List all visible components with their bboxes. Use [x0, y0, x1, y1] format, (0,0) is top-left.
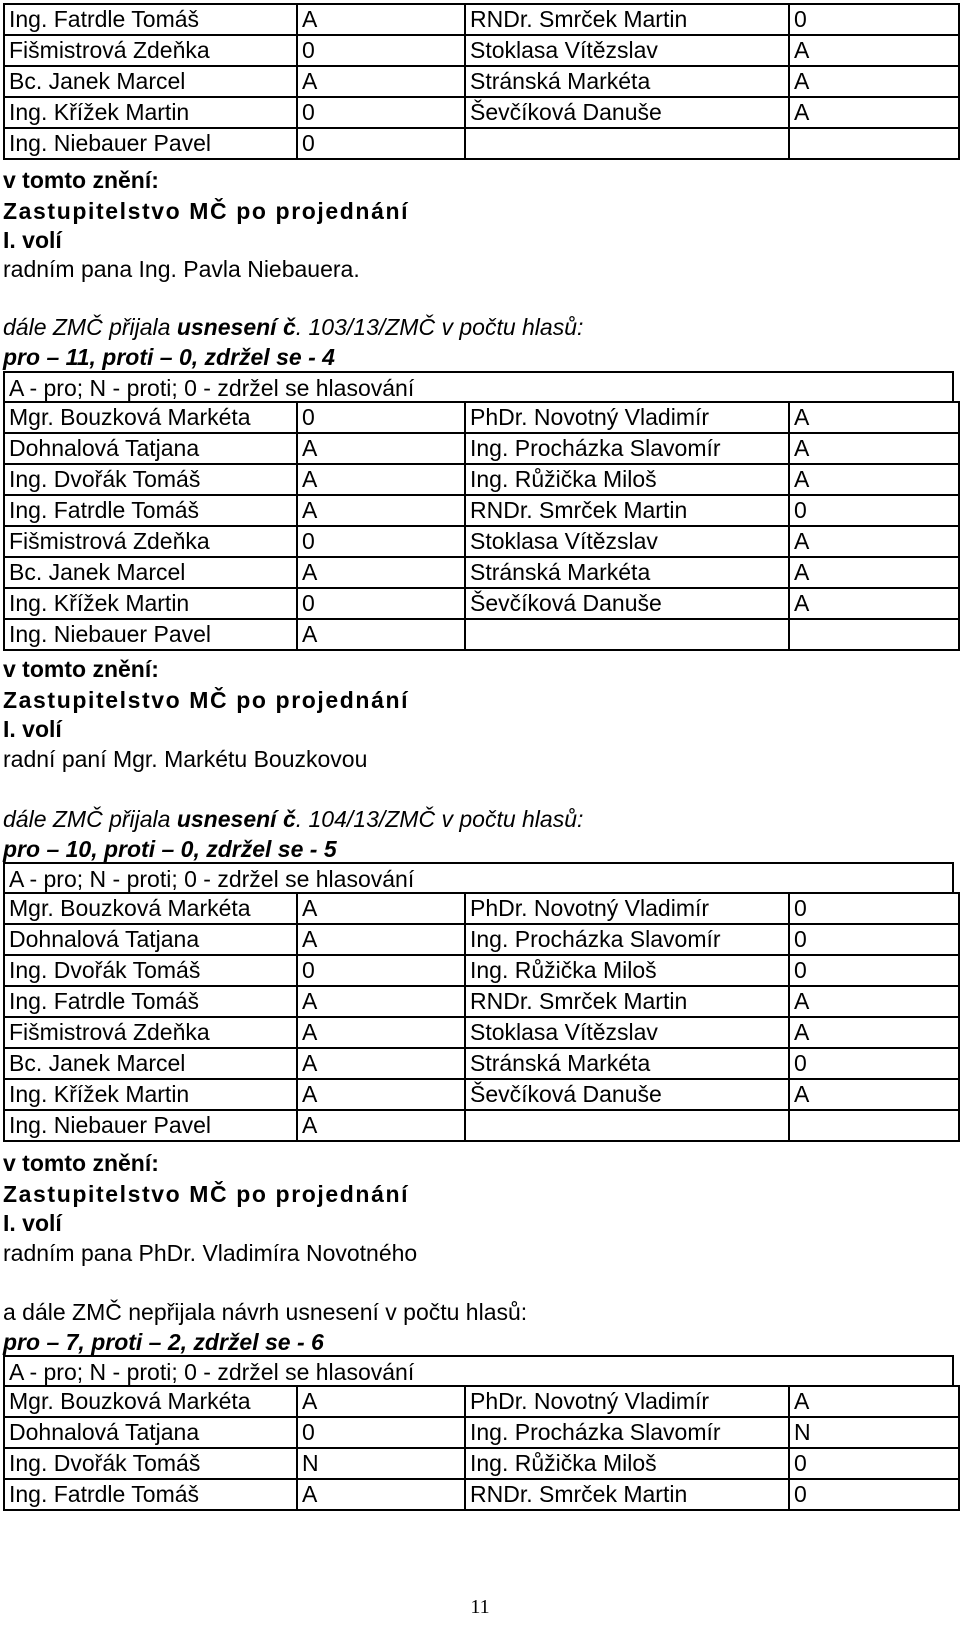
vote-value: A — [789, 986, 959, 1017]
member-name: Ing. Růžička Miloš — [465, 955, 789, 986]
member-name: Bc. Janek Marcel — [4, 557, 297, 588]
resolution-intro — [3, 312, 583, 342]
vote-value: A — [297, 893, 465, 924]
table-row — [4, 1386, 959, 1417]
vote-tally: pro – 11, proti – 0, zdržel se - 4 — [3, 344, 335, 370]
table-row — [4, 893, 959, 924]
v-tomto-zneni-label: v tomto znění: — [3, 1150, 159, 1176]
vote-value: A — [297, 433, 465, 464]
vote-value: A — [789, 464, 959, 495]
member-name: Ing. Procházka Slavomír — [465, 924, 789, 955]
table-row — [4, 433, 959, 464]
vote-value: 0 — [297, 402, 465, 433]
vote-value: A — [789, 97, 959, 128]
table-row — [4, 464, 959, 495]
vote-value: A — [297, 464, 465, 495]
member-name: Stránská Markéta — [465, 1048, 789, 1079]
table-row — [4, 1079, 959, 1110]
vote-value: 0 — [297, 97, 465, 128]
member-name: Ing. Niebauer Pavel — [4, 128, 297, 159]
member-name: Ing. Niebauer Pavel — [4, 1110, 297, 1141]
member-name: Ševčíková Danuše — [465, 1079, 789, 1110]
member-name: Ing. Dvořák Tomáš — [4, 955, 297, 986]
member-name — [465, 619, 789, 650]
vote-value: 0 — [297, 35, 465, 66]
vote-value: A — [297, 619, 465, 650]
vote-value: 0 — [297, 526, 465, 557]
resolution-number: . 104/13/ZMČ — [295, 806, 436, 832]
table-row — [4, 1110, 959, 1141]
member-name: Ing. Křížek Martin — [4, 588, 297, 619]
member-name: Mgr. Bouzková Markéta — [4, 893, 297, 924]
vote-value: A — [789, 35, 959, 66]
member-name: Stoklasa Vítězslav — [465, 526, 789, 557]
voli-label: I. volí — [3, 716, 62, 742]
member-name: RNDr. Smrček Martin — [465, 986, 789, 1017]
member-name: Ing. Fatrdle Tomáš — [4, 4, 297, 35]
table-row — [4, 924, 959, 955]
member-name: PhDr. Novotný Vladimír — [465, 1386, 789, 1417]
member-name: PhDr. Novotný Vladimír — [465, 402, 789, 433]
member-name: Ševčíková Danuše — [465, 97, 789, 128]
vote-value: 0 — [789, 1048, 959, 1079]
member-name: RNDr. Smrček Martin — [465, 495, 789, 526]
vote-value: A — [297, 924, 465, 955]
intro-bold: usnesení č — [176, 806, 296, 832]
member-name: Ing. Dvořák Tomáš — [4, 464, 297, 495]
member-name: RNDr. Smrček Martin — [465, 1479, 789, 1510]
member-name: Bc. Janek Marcel — [4, 1048, 297, 1079]
table-row — [4, 557, 959, 588]
table-row — [4, 955, 959, 986]
vote-value — [789, 1110, 959, 1141]
vote-value: 0 — [297, 128, 465, 159]
table-row — [4, 4, 959, 35]
table-row — [4, 1417, 959, 1448]
resolution-intro: a dále ZMČ nepřijala návrh usnesení v počtu hlasů: — [3, 1299, 528, 1325]
intro-text: dále ZMČ přijala — [3, 314, 177, 340]
vote-value: A — [297, 1048, 465, 1079]
table-row — [4, 1048, 959, 1079]
vote-legend: A - pro; N - proti; 0 - zdržel se hlasování — [3, 1355, 954, 1385]
zastupitelstvo-heading: Zastupitelstvo MČ po projednání — [3, 198, 410, 224]
vote-value: 0 — [297, 1417, 465, 1448]
member-name: Ing. Růžička Miloš — [465, 464, 789, 495]
member-name — [465, 1110, 789, 1141]
table-row — [4, 97, 959, 128]
table-row — [4, 66, 959, 97]
vote-value: A — [789, 402, 959, 433]
vote-value — [789, 619, 959, 650]
vote-table-3 — [3, 892, 960, 1142]
vote-value: 0 — [789, 1448, 959, 1479]
vote-value: A — [297, 66, 465, 97]
vote-value — [789, 128, 959, 159]
member-name: Fišmistrová Zdeňka — [4, 35, 297, 66]
member-name: Ševčíková Danuše — [465, 588, 789, 619]
vote-value: 0 — [789, 1479, 959, 1510]
table-row — [4, 402, 959, 433]
vote-value: 0 — [789, 4, 959, 35]
member-name: Ing. Křížek Martin — [4, 97, 297, 128]
vote-value: A — [789, 557, 959, 588]
member-name: PhDr. Novotný Vladimír — [465, 893, 789, 924]
member-name: Ing. Fatrdle Tomáš — [4, 1479, 297, 1510]
vote-table-1 — [3, 3, 960, 160]
v-tomto-zneni-label: v tomto znění: — [3, 656, 159, 682]
member-name: RNDr. Smrček Martin — [465, 4, 789, 35]
table-row — [4, 128, 959, 159]
member-name: Fišmistrová Zdeňka — [4, 1017, 297, 1048]
vote-value: A — [297, 1017, 465, 1048]
member-name: Stránská Markéta — [465, 66, 789, 97]
vote-value: A — [297, 1079, 465, 1110]
vote-value: A — [789, 433, 959, 464]
resolution-number: . 103/13/ZMČ — [295, 314, 436, 340]
v-tomto-zneni-label: v tomto znění: — [3, 167, 159, 193]
table-row — [4, 1448, 959, 1479]
member-name: Dohnalová Tatjana — [4, 924, 297, 955]
member-name: Ing. Procházka Slavomír — [465, 433, 789, 464]
vote-value: A — [297, 1386, 465, 1417]
resolution-intro — [3, 804, 583, 834]
intro-text: dále ZMČ přijala — [3, 806, 177, 832]
member-name: Fišmistrová Zdeňka — [4, 526, 297, 557]
election-result: radním pana PhDr. Vladimíra Novotného — [3, 1240, 418, 1266]
vote-value: 0 — [297, 588, 465, 619]
intro-bold: usnesení č — [176, 314, 296, 340]
table-row — [4, 588, 959, 619]
vote-legend: A - pro; N - proti; 0 - zdržel se hlasování — [3, 371, 954, 401]
vote-value: A — [297, 557, 465, 588]
vote-value: A — [297, 1110, 465, 1141]
vote-value: 0 — [789, 924, 959, 955]
member-name: Ing. Fatrdle Tomáš — [4, 986, 297, 1017]
member-name: Dohnalová Tatjana — [4, 1417, 297, 1448]
vote-table-2 — [3, 401, 960, 651]
table-row — [4, 526, 959, 557]
intro-suffix: v počtu hlasů: — [435, 806, 584, 832]
table-row — [4, 1017, 959, 1048]
table-row — [4, 986, 959, 1017]
vote-value: N — [297, 1448, 465, 1479]
member-name: Stoklasa Vítězslav — [465, 35, 789, 66]
table-row — [4, 619, 959, 650]
member-name: Mgr. Bouzková Markéta — [4, 402, 297, 433]
intro-suffix: v počtu hlasů: — [435, 314, 584, 340]
member-name: Bc. Janek Marcel — [4, 66, 297, 97]
vote-value: 0 — [789, 955, 959, 986]
vote-value: N — [789, 1417, 959, 1448]
member-name: Ing. Niebauer Pavel — [4, 619, 297, 650]
election-result: radní paní Mgr. Markétu Bouzkovou — [3, 746, 368, 772]
member-name: Stoklasa Vítězslav — [465, 1017, 789, 1048]
vote-tally: pro – 10, proti – 0, zdržel se - 5 — [3, 836, 337, 862]
vote-value: A — [297, 4, 465, 35]
voli-label: I. volí — [3, 227, 62, 253]
member-name — [465, 128, 789, 159]
vote-value: A — [789, 1386, 959, 1417]
member-name: Ing. Křížek Martin — [4, 1079, 297, 1110]
vote-tally: pro – 7, proti – 2, zdržel se - 6 — [3, 1329, 324, 1355]
table-row — [4, 35, 959, 66]
table-row — [4, 495, 959, 526]
vote-value: A — [789, 526, 959, 557]
member-name: Stránská Markéta — [465, 557, 789, 588]
vote-value: A — [789, 1017, 959, 1048]
member-name: Ing. Růžička Miloš — [465, 1448, 789, 1479]
vote-value: 0 — [297, 955, 465, 986]
election-result: radním pana Ing. Pavla Niebauera. — [3, 256, 360, 282]
member-name: Ing. Fatrdle Tomáš — [4, 495, 297, 526]
vote-value: A — [297, 495, 465, 526]
page-number: 11 — [470, 1596, 490, 1618]
member-name: Ing. Procházka Slavomír — [465, 1417, 789, 1448]
zastupitelstvo-heading: Zastupitelstvo MČ po projednání — [3, 687, 410, 713]
vote-value: A — [789, 66, 959, 97]
vote-value: A — [789, 588, 959, 619]
voli-label: I. volí — [3, 1210, 62, 1236]
vote-value: A — [297, 1479, 465, 1510]
vote-value: A — [297, 986, 465, 1017]
vote-table-4 — [3, 1385, 960, 1511]
member-name: Mgr. Bouzková Markéta — [4, 1386, 297, 1417]
member-name: Ing. Dvořák Tomáš — [4, 1448, 297, 1479]
member-name: Dohnalová Tatjana — [4, 433, 297, 464]
vote-value: 0 — [789, 893, 959, 924]
zastupitelstvo-heading: Zastupitelstvo MČ po projednání — [3, 1181, 410, 1207]
vote-legend: A - pro; N - proti; 0 - zdržel se hlasování — [3, 862, 954, 892]
vote-value: 0 — [789, 495, 959, 526]
vote-value: A — [789, 1079, 959, 1110]
table-row — [4, 1479, 959, 1510]
